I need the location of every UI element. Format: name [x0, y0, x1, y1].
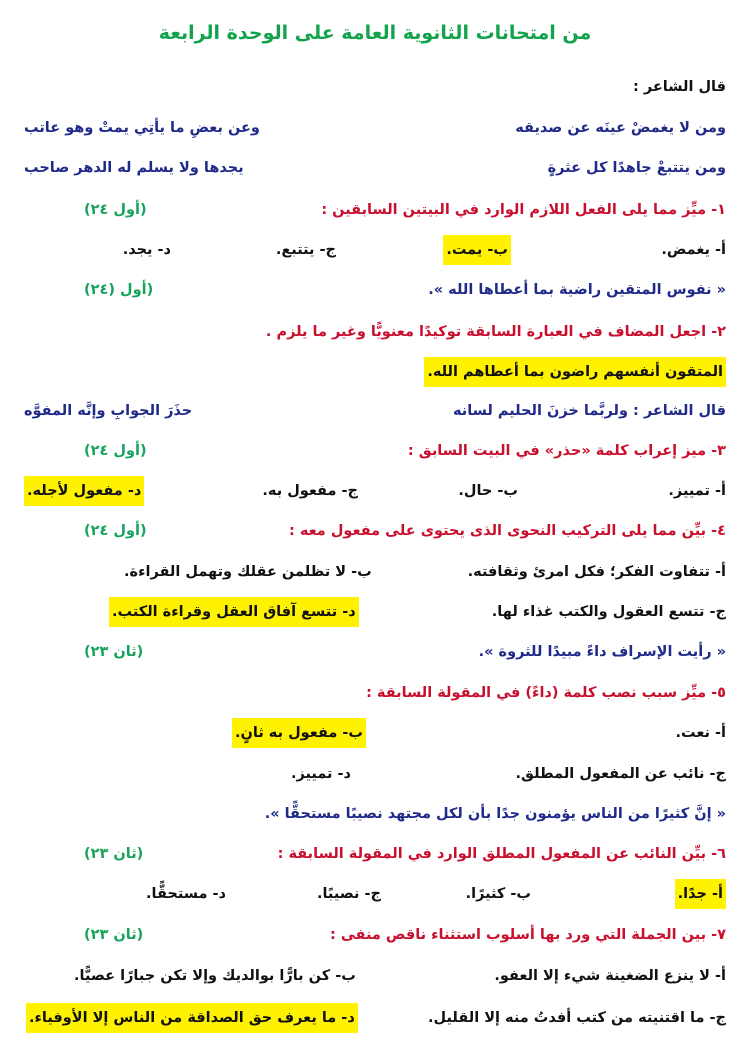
question-5-options-row-1	[24, 718, 726, 748]
quote-3	[24, 799, 726, 829]
question-2-answer-line	[24, 357, 726, 387]
question-5-text: ٥- ميِّز سبب نصب كلمة (داءً) في المقولة السابقة :	[366, 685, 726, 701]
quote-1-source-code: (أول (٢٤)	[84, 282, 154, 298]
question-3	[24, 436, 726, 466]
option-b: ب- حال.	[458, 483, 518, 499]
option-d-answer: د- ما يعرف حق الصداقة من الناس إلا الأوفياء.	[26, 1003, 358, 1033]
verse-3-second-half: حذَرَ الجوابِ وإنَّه المفوَّه	[24, 403, 193, 419]
option-d: د- تمييز.	[290, 766, 351, 782]
question-1	[24, 195, 726, 225]
question-2	[24, 317, 726, 347]
intro-line	[24, 72, 726, 102]
option-a: أ- تمييز.	[668, 483, 726, 499]
question-4-text: ٤- بيِّن مما يلى التركيب النحوى الذى يحتوى على مفعول معه :	[288, 523, 726, 539]
question-6	[24, 839, 726, 869]
question-6-options	[24, 879, 726, 909]
question-7-options-row-2	[24, 1003, 726, 1033]
quote-2-source-code: (ثان ٢٣)	[84, 644, 144, 660]
option-b-answer: ب- يمت.	[443, 235, 511, 265]
option-a: أ- تتفاوت الفكر؛ فكل امرئ وثقافته.	[467, 564, 726, 580]
question-3-source-code: (أول ٢٤)	[84, 443, 147, 459]
question-5-options-row-2	[24, 759, 726, 789]
quote-1-text: « نفوس المتقين راضية بما أعطاها الله ».	[428, 282, 726, 298]
question-7-source-code: (ثان ٢٣)	[84, 927, 144, 943]
verse-2-second-half: يجدها ولا يسلم له الدهر صاحب	[24, 160, 244, 176]
question-3-options	[24, 476, 726, 506]
question-1-text: ١- ميِّز مما يلى الفعل اللازم الوارد في البيتين السابقين :	[321, 202, 726, 218]
verse-3-first-half: قال الشاعر : ولربَّما خزنَ الحليم لسانه	[452, 403, 726, 419]
question-3-text: ٣- ميز إعراب كلمة «حذر» في البيت السابق :	[407, 443, 726, 459]
option-b: ب- كن بارًّا بوالديك وإلا تكن جبارًا عصيًّا.	[74, 968, 356, 984]
option-d: د- مستحقًّا.	[146, 886, 226, 902]
quote-2-text: « رأيت الإسراف داءً مبيدًا للثروة ».	[478, 644, 726, 660]
intro-text: قال الشاعر :	[633, 79, 726, 95]
question-5	[24, 678, 726, 708]
option-c: ج- نائب عن المفعول المطلق.	[515, 766, 726, 782]
option-b: ب- كثيرًا.	[465, 886, 531, 902]
option-a-answer: أ- جدًا.	[675, 879, 726, 909]
option-c: ج- نصيبًا.	[316, 886, 381, 902]
option-c: ج- مفعول به.	[262, 483, 358, 499]
question-2-text: ٢- اجعل المضاف في العبارة السابقة توكيدًا معنويًّا وغير ما يلزم .	[265, 324, 726, 340]
option-c: ج- تتسع العقول والكتب غذاء لها.	[491, 604, 726, 620]
option-d: د- يجد.	[122, 242, 171, 258]
question-1-source-code: (أول ٢٤)	[84, 202, 147, 218]
question-7-options-row-1	[24, 961, 726, 991]
question-4-source-code: (أول ٢٤)	[84, 523, 147, 539]
question-7	[24, 920, 726, 950]
question-2-answer: المتقون أنفسهم راضون بما أعطاهم الله.	[424, 357, 726, 387]
verse-line-1	[24, 113, 726, 143]
option-b-answer: ب- مفعول به ثانٍ.	[232, 718, 366, 748]
question-4	[24, 516, 726, 546]
question-7-text: ٧- بين الجملة التي ورد بها أسلوب استثناء ناقص منفى :	[330, 927, 726, 943]
verse-1-first-half: ومن لا يغمضْ عينَه عن صديقه	[515, 120, 726, 136]
quote-3-text: « إنَّ كثيرًا من الناس يؤمنون جدًا بأن لكل مجتهد نصيبًا مستحقًّا ».	[264, 806, 726, 822]
question-4-options-row-1	[24, 557, 726, 587]
question-6-text: ٦- بيِّن النائب عن المفعول المطلق الوارد في المقولة السابقة :	[277, 846, 726, 862]
verse-line-3	[24, 396, 726, 426]
option-c: ج- يتتبع.	[275, 242, 336, 258]
option-c: ج- ما اقتنيته من كتب أفدتُ منه إلا القليل.	[428, 1010, 726, 1026]
question-4-options-row-2	[24, 597, 726, 627]
verse-2-first-half: ومن يتتبعْ جاهدًا كل عثرةٍ	[547, 160, 726, 176]
quote-2	[24, 637, 726, 667]
option-b: ب- لا تظلمن عقلك وتهمل القراءة.	[124, 564, 372, 580]
option-a: أ- لا ينزع الضغينة شيء إلا العفو.	[494, 968, 726, 984]
question-1-options	[24, 235, 726, 265]
page-title: من امتحانات الثانوية العامة على الوحدة الرابعة	[158, 22, 592, 44]
verse-1-second-half: وعن بعضِ ما يأتِي يمتْ وهو عاتب	[24, 120, 260, 136]
option-d-answer: د- مفعول لأجله.	[24, 476, 144, 506]
question-6-source-code: (ثان ٢٣)	[84, 846, 144, 862]
option-d-answer: د- تتسع آفاق العقل وقراءة الكتب.	[109, 597, 359, 627]
option-a: أ- يغمض.	[661, 242, 726, 258]
verse-line-2	[24, 153, 726, 183]
quote-1	[24, 275, 726, 305]
option-a: أ- نعت.	[675, 725, 726, 741]
